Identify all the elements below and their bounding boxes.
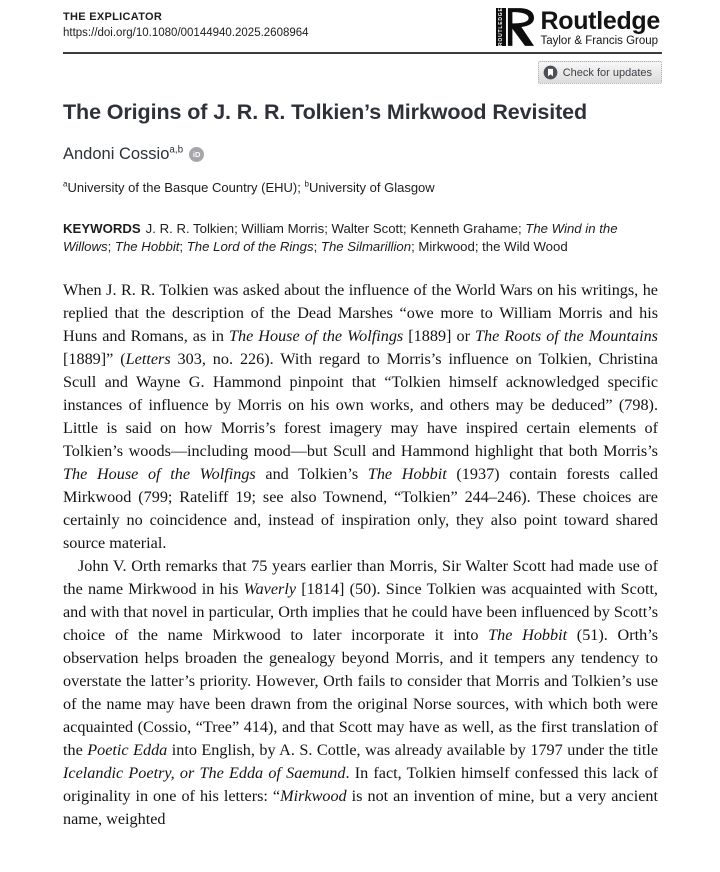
orcid-icon[interactable]: iD: [189, 147, 204, 162]
author-line: [63, 145, 658, 164]
check-for-updates-button[interactable]: [538, 61, 662, 84]
journal-name: THE EXPLICATOR: [63, 11, 163, 23]
routledge-r-icon: [507, 8, 534, 46]
crossmark-icon: [543, 65, 558, 80]
article-content: [63, 100, 658, 831]
author-name: Andoni Cossio$^{a,b}$: [63, 144, 184, 163]
affiliations: $^a$University of the Basque Country (EHU); $^b$University of Glasgow: [63, 179, 435, 195]
keywords-section: [63, 220, 658, 255]
paragraph-1: When J. R. R. Tolkien was asked about the influence of the World Wars on his writings, he replied that the description of the Dead Marshes “owe more to William Morris and his Huns and Romans, as in The House of the Wolfings [1889] or The Roots of the Mountains [1889]” (Letters 303, no. 226). With regard to Morris’s influence on Tolkien, Christina Scull and Wayne G. Hammond pinpoint that “Tolkien himself acknowledged specific instances of influence by Morris on his own works, and others may be deduced” (798). Little is said on how Morris’s forest imagery may have inspired certain elements of Tolkien’s woods—including mood—but Scull and Hammond highlight that both Morris’s The House of the Wolfings and Tolkien’s The Hobbit (1937) contain forests called Mirkwood (799; Rateliff 19; see also Townend, “Tolkien” 244–246). These choices are certainly no coincidence and, instead of inspiration only, they also point toward shared source material.: [63, 281, 659, 552]
keywords-list: J. R. R. Tolkien; William Morris; Walter Scott; Kenneth Grahame; The Wind in the Willows; The Hobbit; The Lord of the Rings; The Silmarillion; Mirkwood; the Wild Wood: [63, 221, 618, 254]
publisher-logo: [496, 8, 660, 47]
publisher-wordmark: [540, 8, 660, 47]
publisher-name: Routledge: [540, 7, 660, 35]
publisher-group: Taylor & Francis Group: [540, 35, 659, 47]
keywords-label: KEYWORDS: [63, 221, 141, 236]
routledge-vertical-text: ROUTLEDGE: [498, 7, 505, 47]
routledge-logo-mark: [496, 8, 534, 46]
check-for-updates-label: Check for updates: [562, 66, 652, 79]
article-body: [63, 279, 658, 831]
header-divider: [63, 52, 662, 54]
journal-header: [63, 11, 309, 39]
doi-link[interactable]: https://doi.org/10.1080/00144940.2025.2608964: [63, 27, 309, 39]
article-title: The Origins of J. R. R. Tolkien’s Mirkwood Revisited: [63, 100, 588, 124]
author-affiliation-markers: a,b: [169, 144, 184, 156]
paragraph-2: John V. Orth remarks that 75 years earlier than Morris, Sir Walter Scott had made use of the name Mirkwood in his Waverly [1814] (50). Since Tolkien was acquainted with Scott, and with that novel in particular, Orth implies that he could have been influenced by Scott’s choice of the name Mirkwood to later incorporate it into The Hobbit (51). Orth’s observation helps broaden the genealogy beyond Morris, and it tempers any tendency to overstate the latter’s priority. However, Orth fails to consider that Morris and Tolkien’s use of the name may have been drawn from the original Norse sources, with which both were acquainted (Cossio, “Tree” 414), and that Scott may have as well, as the first translation of the Poetic Edda into English, by A. S. Cottle, was already available by 1797 under the title Icelandic Poetry, or The Edda of Saemund. In fact, Tolkien himself confessed this lack of originality in one of his letters: “Mirkwood is not an invention of mine, but a very ancient name, weighted: [63, 557, 658, 828]
